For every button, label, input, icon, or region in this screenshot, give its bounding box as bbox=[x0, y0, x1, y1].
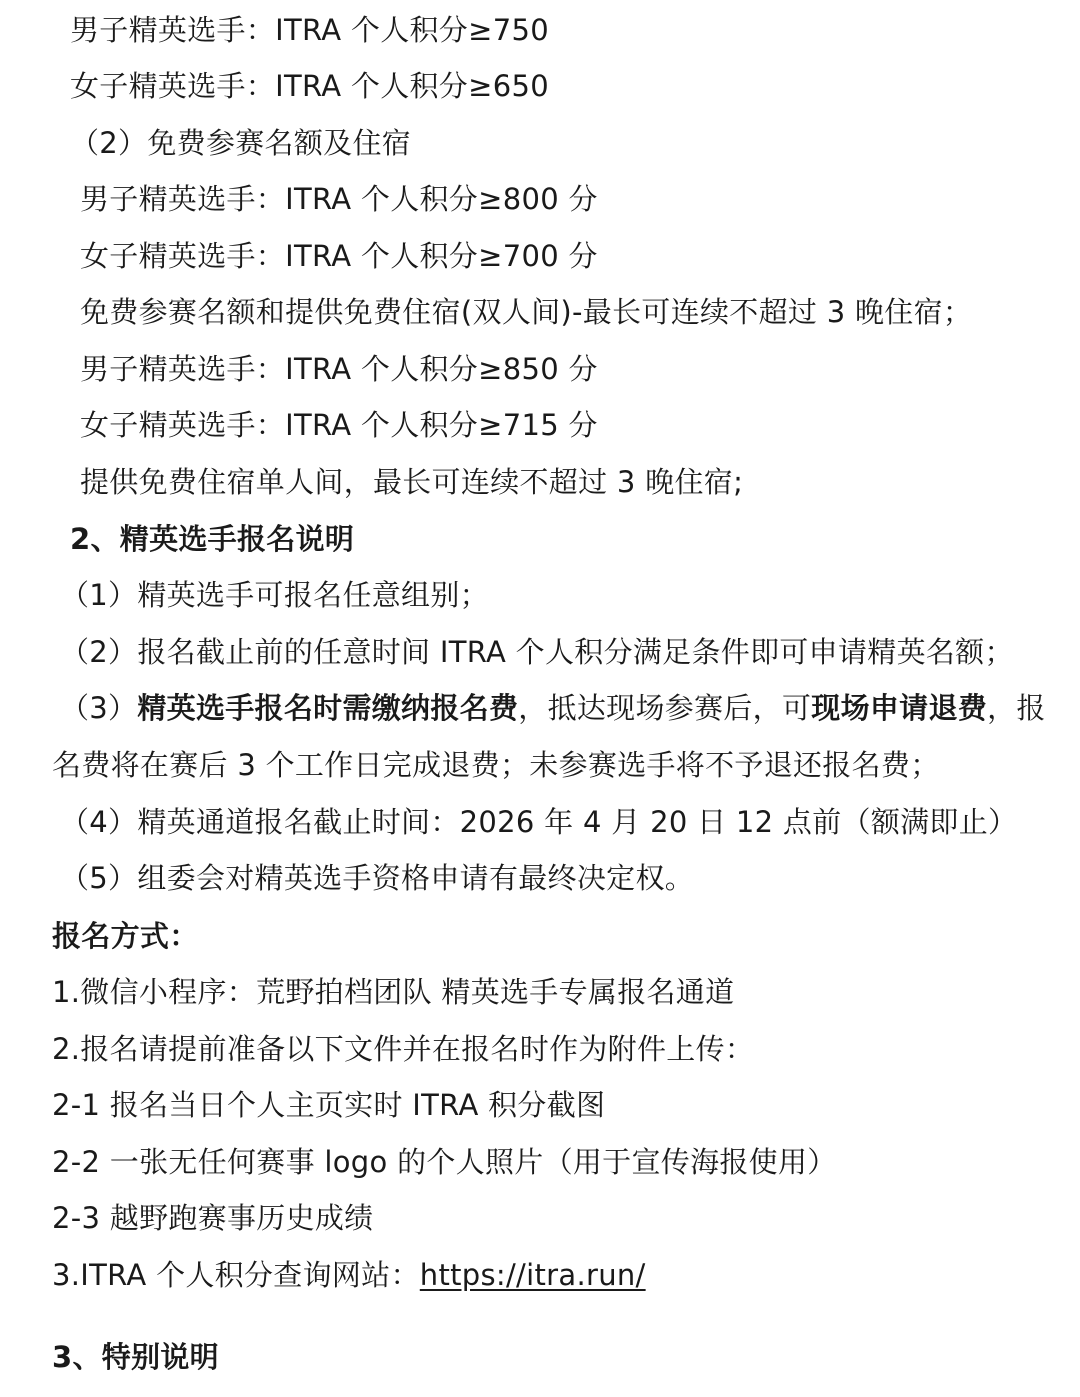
women-elite-threshold-650: 女子精英选手：ITRA 个人积分≥650 bbox=[70, 69, 549, 103]
registration-note-3 bbox=[60, 688, 1046, 728]
section-heading-special-notes: 3、特别说明 bbox=[52, 1340, 219, 1374]
registration-note-5: （5）组委会对精英选手资格申请有最终决定权。 bbox=[60, 861, 695, 895]
method-wechat-miniprogram: 1.微信小程序：荒野拍档团队 精英选手专属报名通道 bbox=[52, 975, 735, 1009]
itra-website-link[interactable]: https://itra.run/ bbox=[419, 1258, 646, 1292]
registration-note-3-prefix: （3） bbox=[60, 691, 138, 725]
section-heading-registration-method: 报名方式： bbox=[52, 919, 199, 953]
method-attachment-itra-screenshot: 2-1 报名当日个人主页实时 ITRA 积分截图 bbox=[52, 1088, 606, 1122]
free-entry-subheading: （2）免费参赛名额及住宿 bbox=[70, 126, 412, 160]
women-elite-threshold-715: 女子精英选手：ITRA 个人积分≥715 分 bbox=[80, 408, 598, 442]
men-elite-threshold-750: 男子精英选手：ITRA 个人积分≥750 bbox=[70, 13, 549, 47]
method-itra-lookup bbox=[52, 1255, 646, 1295]
method-attachment-photo: 2-2 一张无任何赛事 logo 的个人照片（用于宣传海报使用） bbox=[52, 1145, 837, 1179]
itra-lookup-label: 3.ITRA 个人积分查询网站： bbox=[52, 1258, 420, 1292]
registration-note-4: （4）精英通道报名截止时间：2026 年 4 月 20 日 12 点前（额满即止） bbox=[60, 805, 1018, 839]
method-attachments-intro: 2.报名请提前准备以下文件并在报名时作为附件上传： bbox=[52, 1032, 755, 1066]
men-elite-threshold-850: 男子精英选手：ITRA 个人积分≥850 分 bbox=[80, 352, 598, 386]
free-double-room-note: 免费参赛名额和提供免费住宿(双人间)-最长可连续不超过 3 晚住宿； bbox=[80, 295, 973, 329]
registration-note-1: （1）精英选手可报名任意组别； bbox=[60, 578, 489, 612]
method-attachment-race-history: 2-3 越野跑赛事历史成绩 bbox=[52, 1201, 374, 1235]
registration-note-3-mid: ，抵达现场参赛后，可 bbox=[518, 691, 812, 725]
registration-note-3-bold-refund: 现场申请退费 bbox=[811, 691, 988, 725]
registration-note-3-bold-fee: 精英选手报名时需缴纳报名费 bbox=[137, 691, 519, 725]
section-heading-elite-registration: 2、精英选手报名说明 bbox=[70, 522, 355, 556]
registration-note-2: （2）报名截止前的任意时间 ITRA 个人积分满足条件即可申请精英名额； bbox=[60, 635, 1014, 669]
registration-note-3-tail: ，报 bbox=[987, 691, 1046, 725]
registration-note-3-continued: 名费将在赛后 3 个工作日完成退费；未参赛选手将不予退还报名费； bbox=[52, 748, 940, 782]
men-elite-threshold-800: 男子精英选手：ITRA 个人积分≥800 分 bbox=[80, 182, 598, 216]
women-elite-threshold-700: 女子精英选手：ITRA 个人积分≥700 分 bbox=[80, 239, 598, 273]
free-single-room-note: 提供免费住宿单人间，最长可连续不超过 3 晚住宿; bbox=[80, 465, 744, 499]
